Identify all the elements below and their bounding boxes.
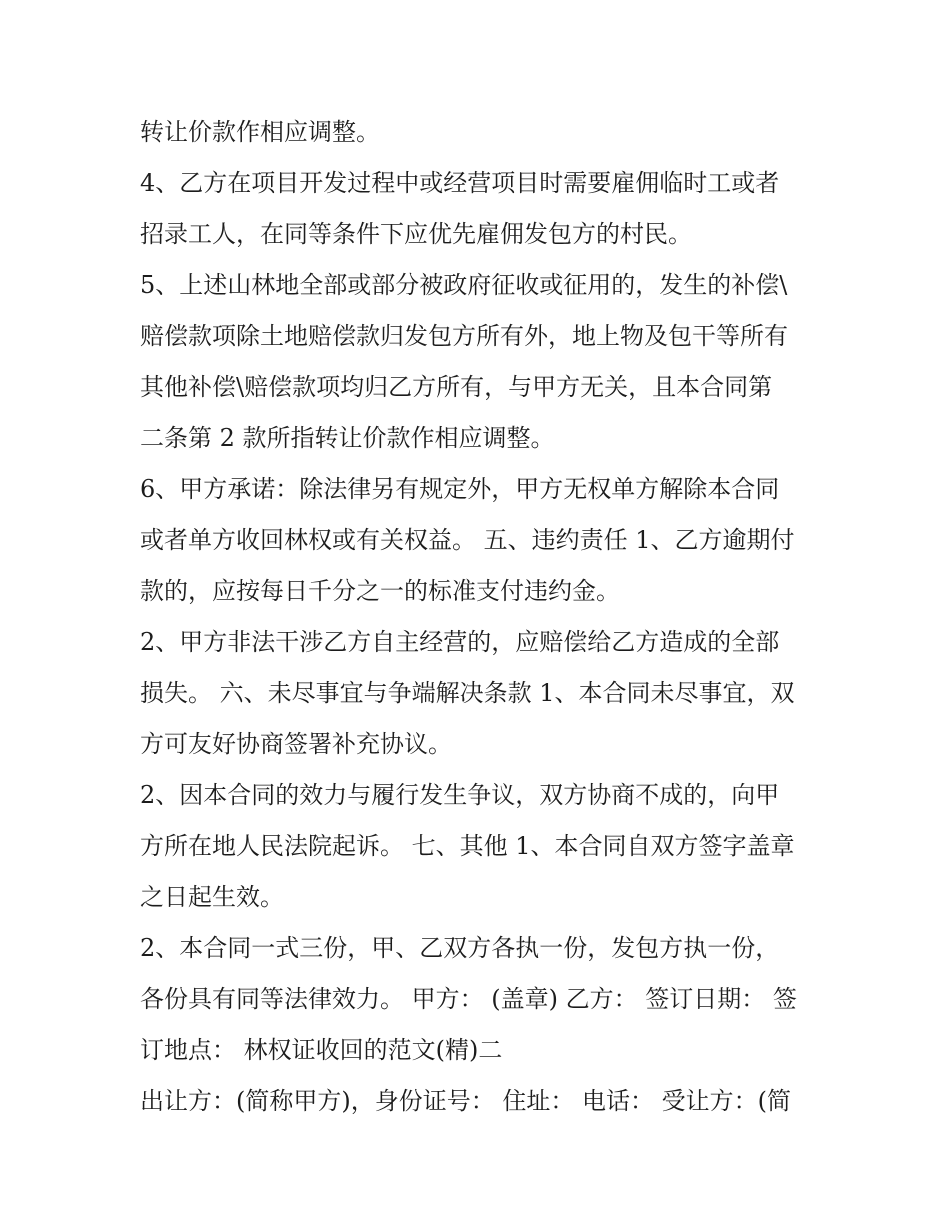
- text-line: 赔偿款项除土地赔偿款归发包方所有外，地上物及包干等所有: [140, 322, 788, 350]
- text-line: 之日起生效。: [140, 883, 284, 911]
- text-line: 4、乙方在项目开发过程中或经营项目时需要雇佣临时工或者: [140, 169, 780, 197]
- text-line: 转让价款作相应调整。: [140, 118, 380, 146]
- text-line: 6、甲方承诺：除法律另有规定外，甲方无权单方解除本合同: [140, 475, 780, 503]
- text-line: 其他补偿\赔偿款项均归乙方所有，与甲方无关，且本合同第: [140, 373, 773, 401]
- text-line: 2、甲方非法干涉乙方自主经营的，应赔偿给乙方造成的全部: [140, 628, 780, 656]
- text-line: 款的，应按每日千分之一的标准支付违约金。: [140, 577, 620, 605]
- text-line: 5、上述山林地全部或部分被政府征收或征用的，发生的补偿\: [140, 271, 788, 299]
- document-body: [140, 107, 820, 1127]
- text-line: 方所在地人民法院起诉。 七、其他 1、本合同自双方签字盖章: [140, 832, 795, 860]
- text-line: 损失。 六、未尽事宜与争端解决条款 1、本合同未尽事宜，双: [140, 679, 795, 707]
- text-line: 二条第 2 款所指转让价款作相应调整。: [140, 424, 555, 452]
- text-line: 各份具有同等法律效力。 甲方： (盖章) 乙方： 签订日期： 签: [140, 985, 797, 1013]
- text-line: 出让方：(简称甲方)，身份证号： 住址： 电话： 受让方：(简: [140, 1087, 791, 1115]
- text-line: 或者单方收回林权或有关权益。 五、违约责任 1、乙方逾期付: [140, 526, 795, 554]
- text-line: 订地点： 林权证收回的范文(精)二: [140, 1036, 503, 1064]
- text-line: 方可友好协商签署补充协议。: [140, 730, 452, 758]
- text-line: 2、本合同一式三份，甲、乙双方各执一份，发包方执一份，: [140, 934, 780, 962]
- text-line: 招录工人，在同等条件下应优先雇佣发包方的村民。: [140, 220, 692, 248]
- text-line: 2、因本合同的效力与履行发生争议，双方协商不成的，向甲: [140, 781, 780, 809]
